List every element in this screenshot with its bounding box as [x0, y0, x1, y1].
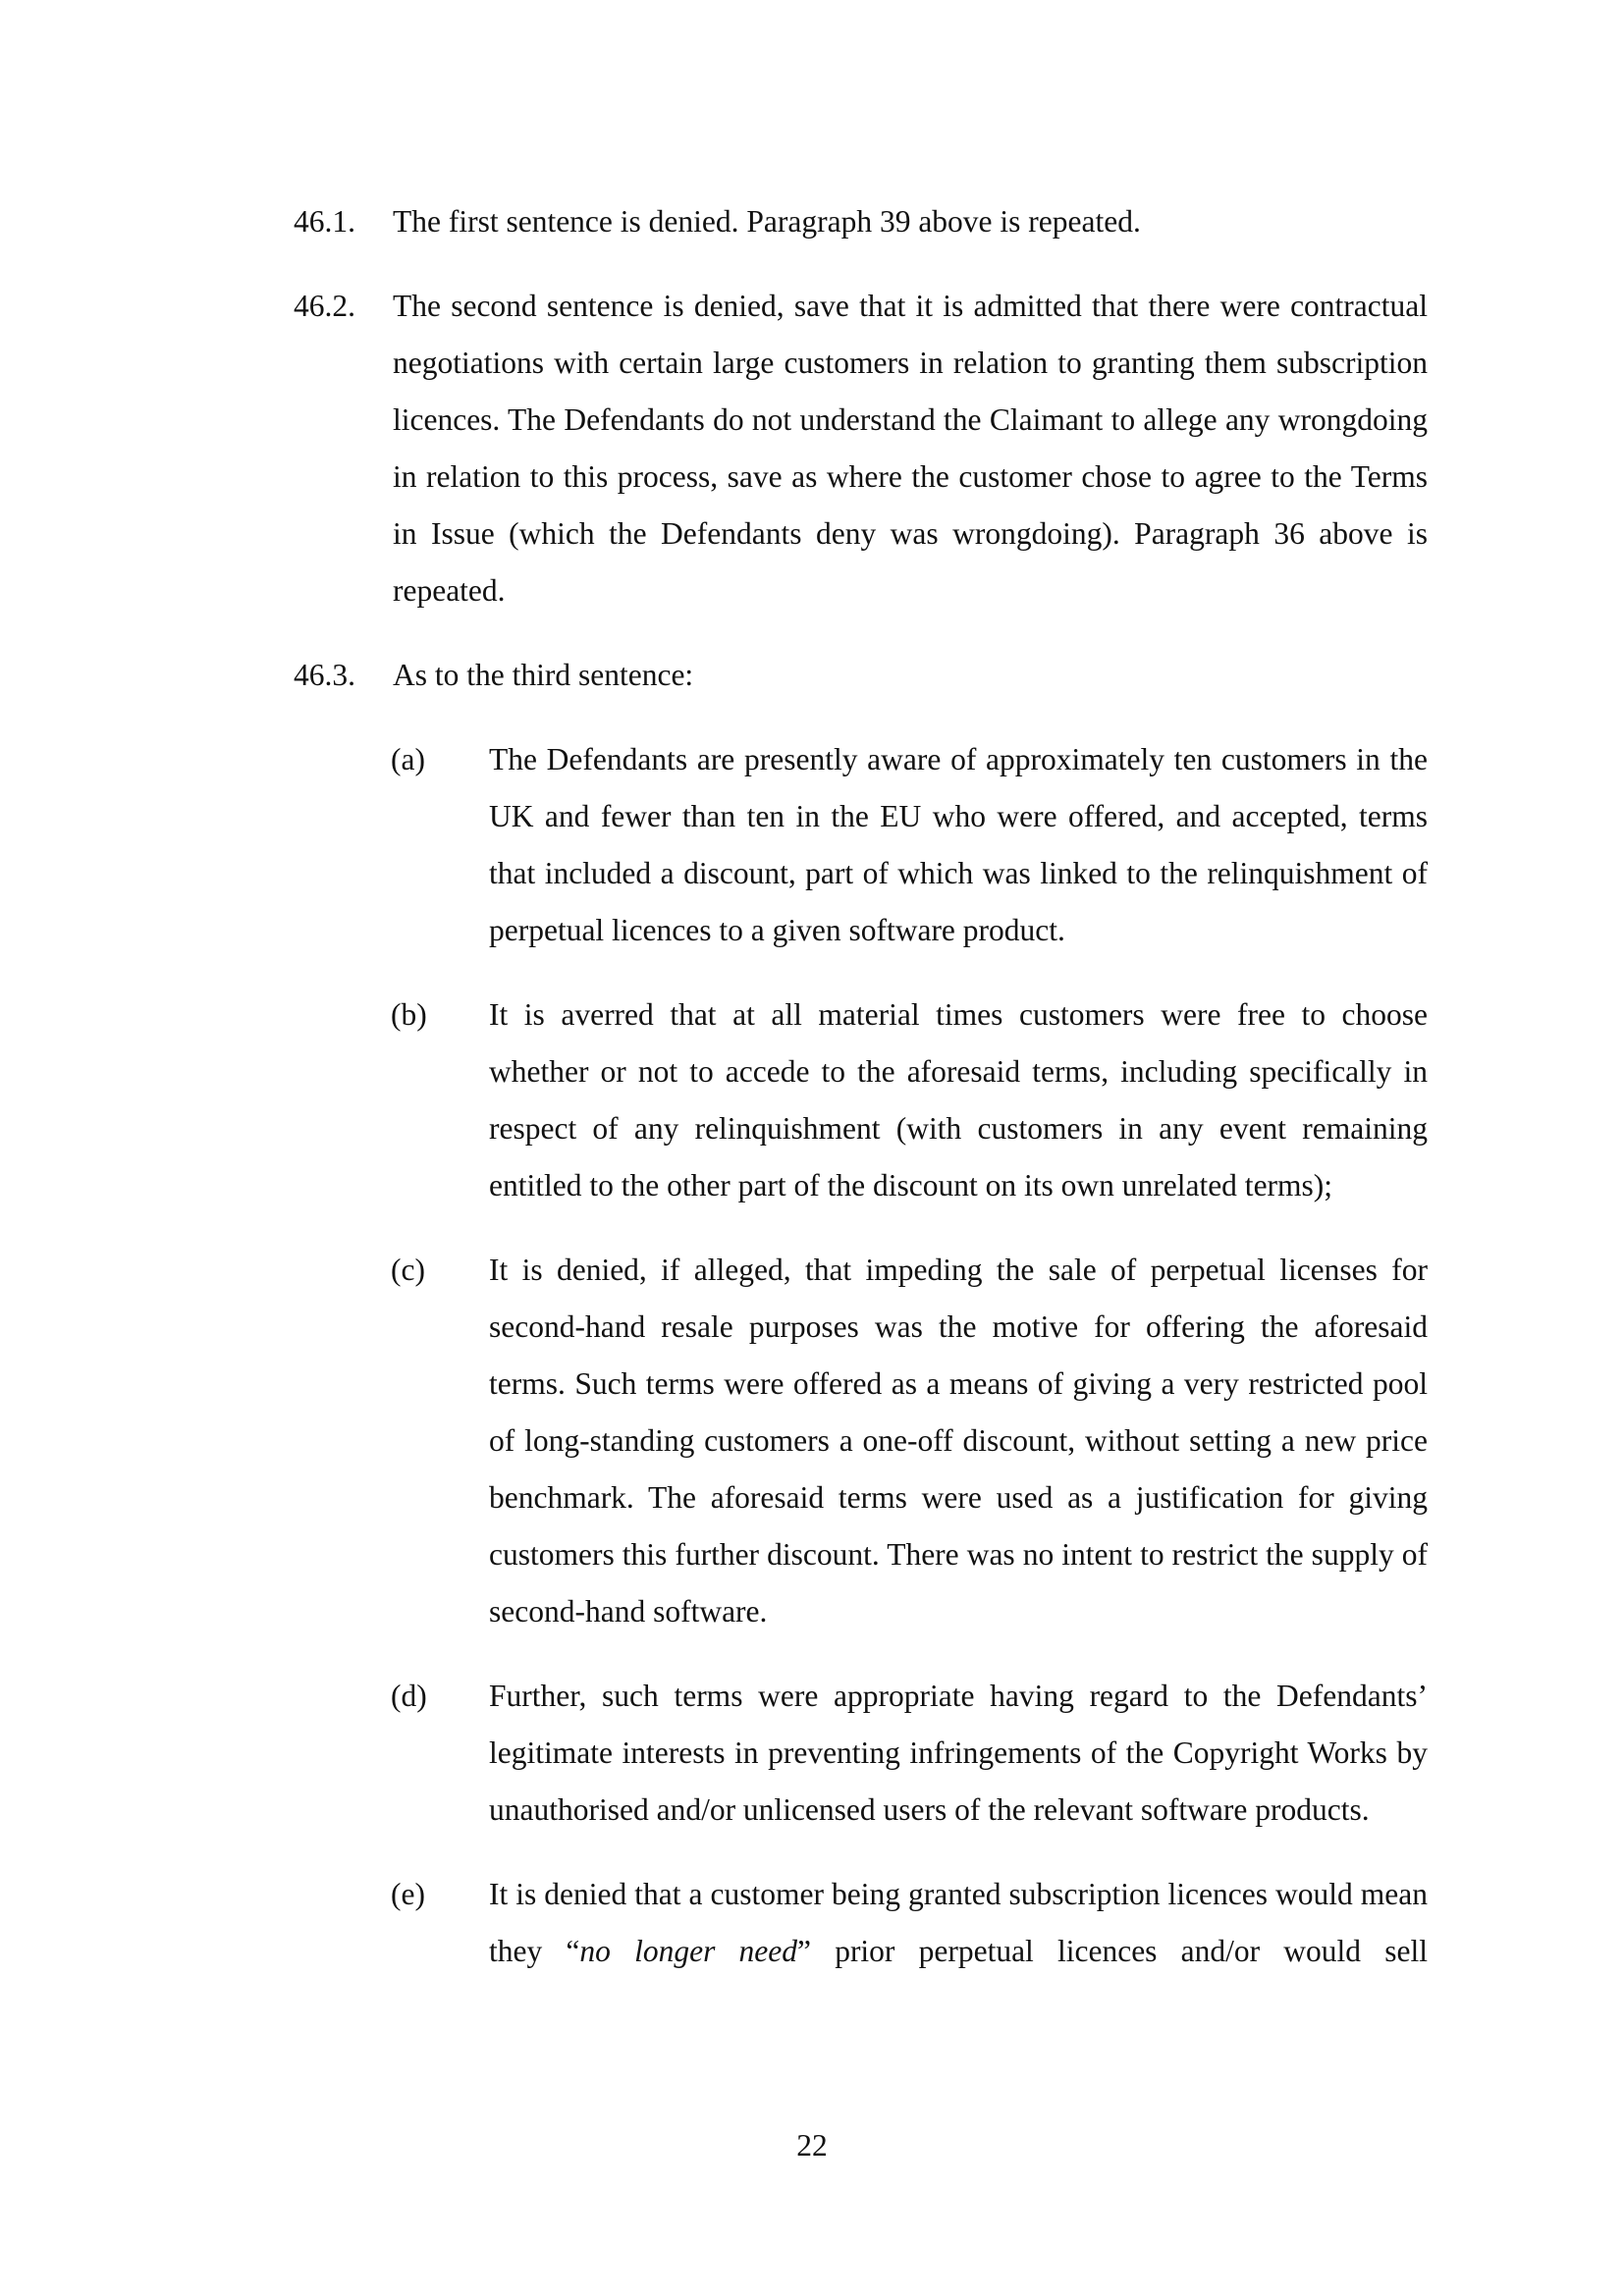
subparagraph-text: The Defendants are presently aware of approximately ten customers in the UK and fewer than ten in the EU who were offered, and accepted, terms that included a discount, part of which was linked to the relinquishment of perpetual licences to a given software product.: [489, 742, 1428, 947]
paragraph-number: 46.2.: [294, 289, 355, 323]
quoted-phrase: no longer need: [579, 1934, 798, 1968]
subparagraph-text: It is denied, if alleged, that impeding the sale of perpetual licenses for second-hand resale purposes was the motive for offering the aforesaid terms. Such terms were offered as a means of giving a very restricted pool of long-standing customers a one-off discount, without setting a new price benchmark. The aforesaid terms were used as a justification for giving customers this further discount. There was no intent to restrict the supply of second-hand software.: [489, 1253, 1428, 1629]
paragraph-number: 46.3.: [294, 658, 355, 692]
subparagraph-b: [391, 987, 1428, 1214]
paragraph-number: 46.1.: [294, 204, 355, 239]
subparagraph-label: (d): [391, 1679, 427, 1713]
subparagraph-text: [489, 1877, 1428, 1968]
paragraph-text: The first sentence is denied. Paragraph 39 above is repeated.: [393, 204, 1141, 239]
subparagraph-label: (b): [391, 997, 427, 1032]
subparagraph-d: [391, 1668, 1428, 1839]
document-body: [294, 193, 1428, 2007]
paragraph-text: As to the third sentence:: [393, 658, 694, 692]
page-number: 22: [796, 2128, 828, 2163]
subparagraph-label: (a): [391, 742, 425, 776]
subparagraph-list: [294, 731, 1428, 1980]
subparagraph-text: Further, such terms were appropriate having regard to the Defendants’ legitimate interests in preventing infringements of the Copyright Works by unauthorised and/or unlicensed users of the relevant software products.: [489, 1679, 1428, 1827]
paragraph-text: The second sentence is denied, save that it is admitted that there were contractual negotiations with certain large customers in relation to granting them subscription licences. The Defendants do not understand the Claimant to allege any wrongdoing in relation to this process, save as where the customer chose to agree to the Terms in Issue (which the Defendants deny was wrongdoing). Paragraph 36 above is repeated.: [393, 289, 1428, 608]
subparagraph-c: [391, 1242, 1428, 1640]
paragraph-46-1: [294, 193, 1428, 250]
subparagraph-e: [391, 1866, 1428, 1980]
subparagraph-a: [391, 731, 1428, 959]
paragraph-46-3: [294, 647, 1428, 1980]
subparagraph-label: (c): [391, 1253, 425, 1287]
subparagraph-text-end: ” prior perpetual licences and/or would sell: [797, 1934, 1428, 1968]
subparagraph-label: (e): [391, 1877, 425, 1911]
subparagraph-text-start: It is denied that a customer being granted subscription licences would mean they “: [489, 1877, 1428, 1968]
subparagraph-text: It is averred that at all material times customers were free to choose whether or not to accede to the aforesaid terms, including specifically in respect of any relinquishment (with customers in any event remaining entitled to the other part of the discount on its own unrelated terms);: [489, 997, 1428, 1202]
paragraph-46-2: [294, 278, 1428, 619]
